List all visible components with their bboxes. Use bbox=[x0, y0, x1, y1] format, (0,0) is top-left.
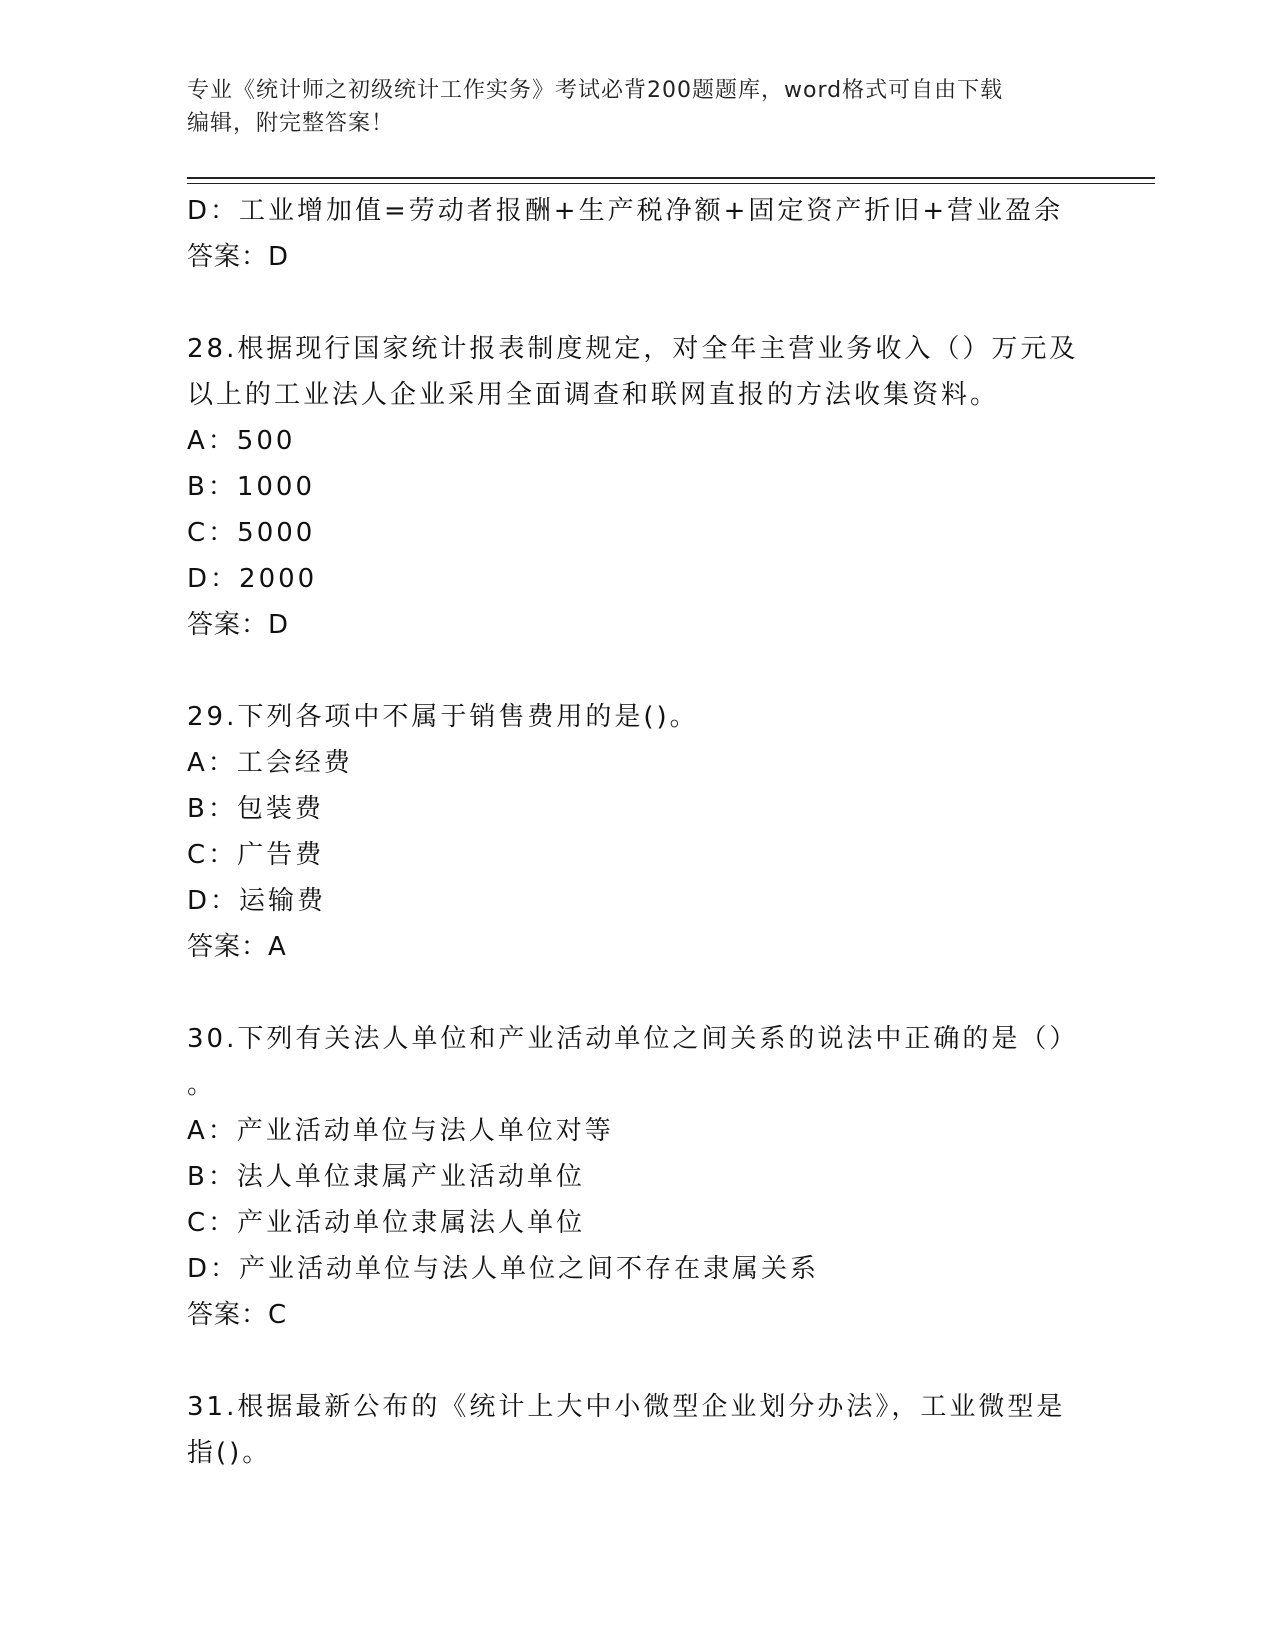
option-a: A：500 bbox=[187, 426, 296, 456]
spacer bbox=[187, 280, 1087, 326]
question-29 bbox=[187, 694, 1087, 970]
header-line-1: 专业《统计师之初级统计工作实务》考试必背200题题库，word格式可自由下载 bbox=[187, 78, 1004, 103]
spacer bbox=[187, 970, 1087, 1016]
header-line-2: 编辑，附完整答案！ bbox=[187, 111, 395, 136]
option-d: D：运输费 bbox=[187, 886, 327, 916]
question-31 bbox=[187, 1384, 1087, 1476]
document-body bbox=[187, 188, 1087, 1476]
option-a: A：工会经费 bbox=[187, 748, 353, 778]
question-stem: 。 bbox=[187, 1070, 217, 1100]
question-30 bbox=[187, 1016, 1087, 1338]
option-d: D：2000 bbox=[187, 564, 318, 594]
answer-line: 答案：C bbox=[187, 1300, 288, 1330]
question-28 bbox=[187, 326, 1087, 648]
question-stem: 30.下列有关法人单位和产业活动单位之间关系的说法中正确的是（） bbox=[187, 1024, 1079, 1054]
option-a: A：产业活动单位与法人单位对等 bbox=[187, 1116, 614, 1146]
header-divider-thick bbox=[187, 177, 1155, 179]
option-b: B：法人单位隶属产业活动单位 bbox=[187, 1162, 585, 1192]
option-d: D：产业活动单位与法人单位之间不存在隶属关系 bbox=[187, 1254, 820, 1284]
question-stem: 指()。 bbox=[187, 1438, 272, 1468]
question-stem: 29.下列各项中不属于销售费用的是()。 bbox=[187, 702, 699, 732]
option-c: C：产业活动单位隶属法人单位 bbox=[187, 1208, 586, 1238]
option-c: C：广告费 bbox=[187, 840, 325, 870]
answer-line: 答案：D bbox=[187, 242, 290, 272]
answer-line: 答案：D bbox=[187, 610, 290, 640]
spacer bbox=[187, 1338, 1087, 1384]
previous-question-tail bbox=[187, 188, 1087, 280]
spacer bbox=[187, 648, 1087, 694]
question-stem: 28.根据现行国家统计报表制度规定，对全年主营业务收入（）万元及 bbox=[187, 334, 1079, 364]
option-d: D：工业增加值=劳动者报酬+生产税净额+固定资产折旧+营业盈余 bbox=[187, 196, 1064, 226]
option-c: C：5000 bbox=[187, 518, 316, 548]
option-b: B：包装费 bbox=[187, 794, 324, 824]
header-divider-thin bbox=[187, 183, 1155, 184]
answer-line: 答案：A bbox=[187, 932, 287, 962]
question-stem: 31.根据最新公布的《统计上大中小微型企业划分办法》，工业微型是 bbox=[187, 1392, 1066, 1422]
question-stem: 以上的工业法人企业采用全面调查和联网直报的方法收集资料。 bbox=[187, 380, 1000, 410]
document-header bbox=[187, 74, 1067, 140]
option-b: B：1000 bbox=[187, 472, 316, 502]
